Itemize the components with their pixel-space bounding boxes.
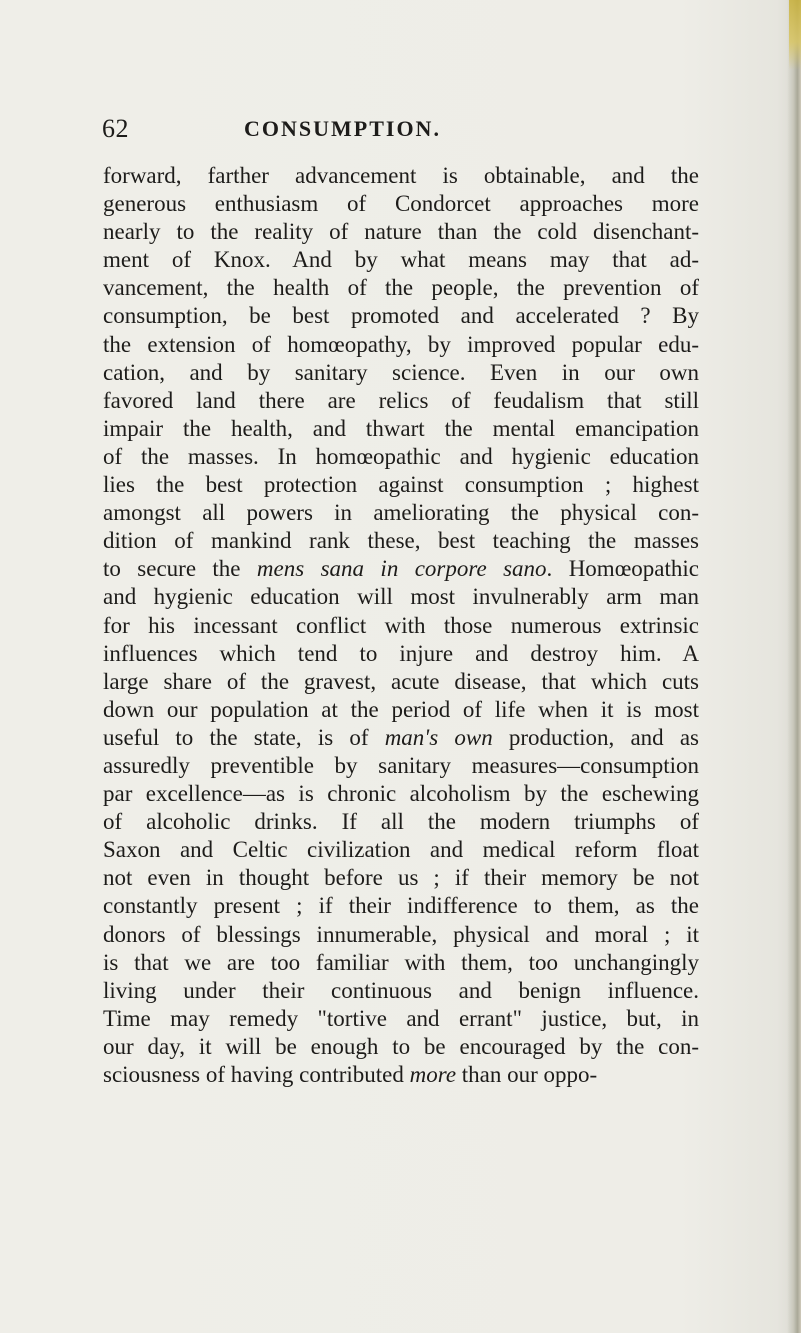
italic-phrase: more [409,1062,457,1087]
text-line: Time may remedy "tortive and errant" justice, but, in [103,1005,699,1031]
running-title: CONSUMPTION. [244,116,441,141]
text-line: of the masses. In homœopathic and hygienic education [103,443,699,469]
text-line: generous enthusiasm of Condorcet approaches more [103,191,699,217]
text-line: the extension of homœopathy, by improved popular edu- [103,331,699,357]
text-line: our day, it will be enough to be encouraged by the con- [103,1033,699,1059]
text-line: down our population at the period of life when it is most [103,696,699,722]
text-line: favored land there are relics of feudalism that still [103,387,699,413]
italic-phrase: mens sana in corpore sano [256,556,547,582]
text-line: sciousness of having contributed more than our oppo- [103,1062,598,1087]
text-line: impair the health, and thwart the mental emancipation [103,415,699,441]
text-line: of alcoholic drinks. If all the modern triumphs of [103,809,699,835]
text-line: to secure the mens sana in corpore sano. Homœopathic [103,556,699,582]
italic-phrase: man's own [384,724,493,750]
text-line: useful to the state, is of man's own production, and as [103,724,699,750]
running-head [102,114,702,144]
text-line: living under their continuous and benign influence. [103,977,699,1003]
text-line: lies the best protection against consumption ; highest [103,472,699,498]
text-line: donors of blessings innumerable, physical and moral ; it [103,921,699,947]
text-line: and hygienic education will most invulnerably arm man [103,584,699,610]
text-line: for his incessant conflict with those numerous extrinsic [103,612,699,638]
page-number: 62 [102,114,129,143]
text-line: vancement, the health of the people, the prevention of [103,275,699,301]
text-line: is that we are too familiar with them, too unchangingly [103,949,699,975]
text-line: large share of the gravest, acute disease, that which cuts [103,668,699,694]
text-line: nearly to the reality of nature than the cold disenchant- [103,219,699,245]
page-edge-shadow [787,0,801,1333]
text-line: consumption, be best promoted and accelerated ? By [103,303,699,329]
text-line: influences which tend to injure and destroy him. A [103,640,699,666]
body-text [103,162,699,1089]
text-line: ment of Knox. And by what means may that ad- [103,247,699,273]
page-edge-tint [789,0,801,70]
text-line: not even in thought before us ; if their memory be not [103,865,699,891]
text-line: dition of mankind rank these, best teaching the masses [103,528,699,554]
text-line: amongst all powers in ameliorating the physical con- [103,500,699,526]
text-line: constantly present ; if their indifference to them, as the [103,893,699,919]
text-line: forward, farther advancement is obtainable, and the [103,163,699,188]
text-line: cation, and by sanitary science. Even in our own [103,359,699,385]
text-line: Saxon and Celtic civilization and medical reform float [103,837,699,863]
text-line: assuredly preventible by sanitary measures—consumption [103,752,699,778]
text-line: par excellence—as is chronic alcoholism by the eschewing [103,781,699,807]
